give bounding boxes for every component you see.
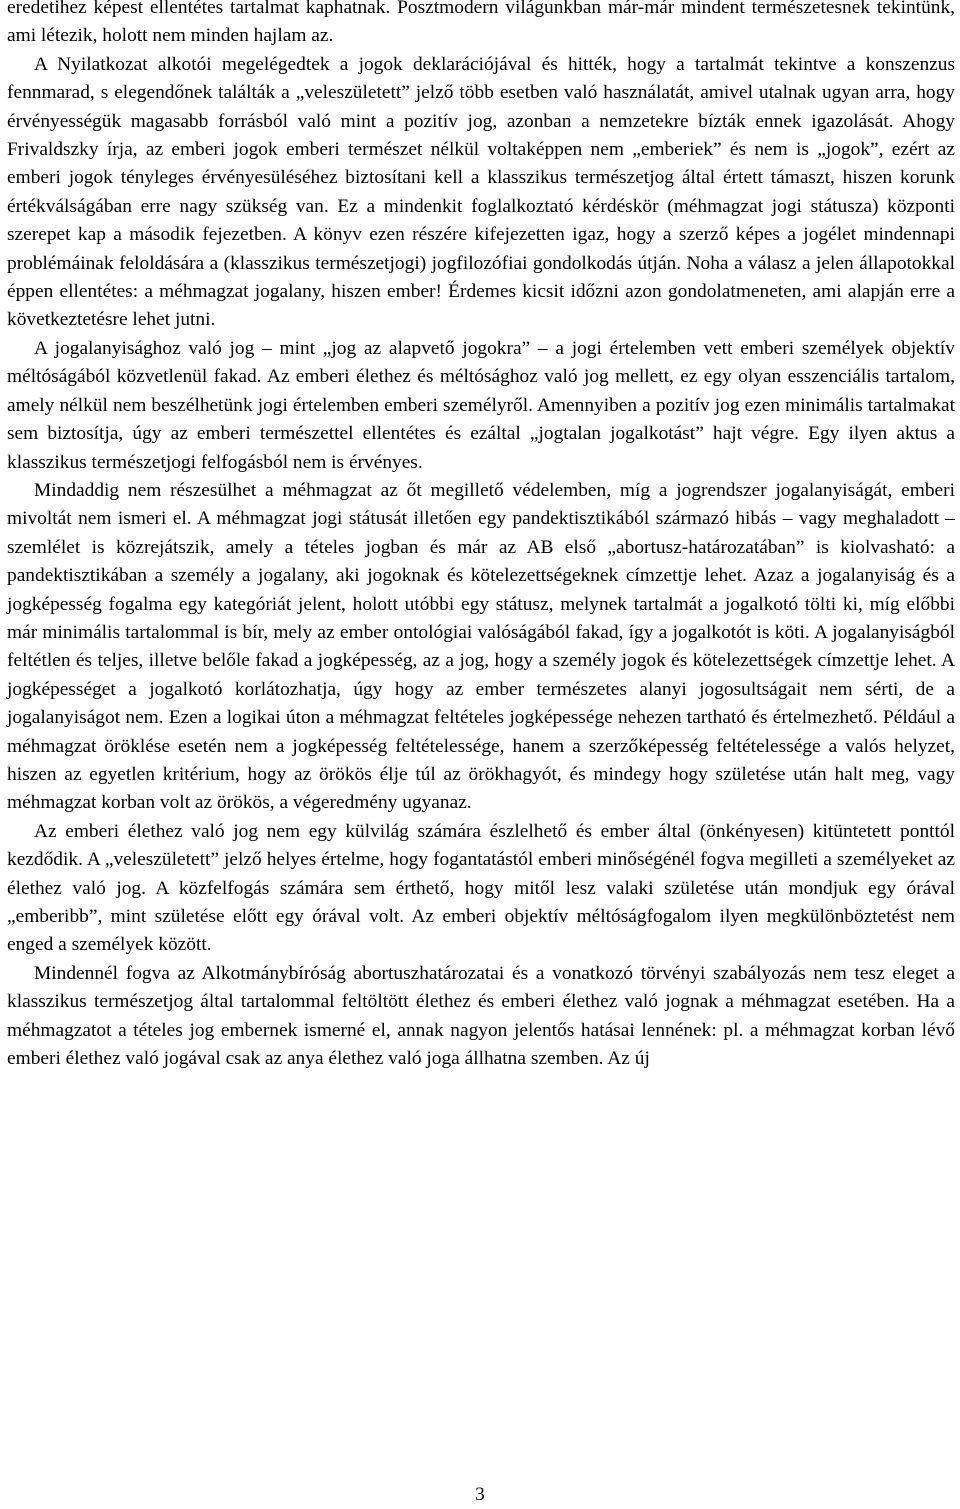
paragraph: Mindaddig nem részesülhet a méhmagzat az őt megillető védelemben, míg a jogrendszer jogalanyiságát, emberi mivoltát nem ismeri el. A méhmagzat jogi státusát illetően egy pandektisztikából származó hibás – vagy meghaladott – szemlélet is közrejátszik, amely a tételes jogban és már az AB első „abortusz-határozatában” is kiolvasható: a pandektisztikában a személy a jogalany, aki jogoknak és kötelezettségeknek címzettje lehet. Azaz a jogalanyiság és a jogképesség fogalma egy kategóriát jelent, holott utóbbi egy státusz, melynek tartalmát a jogalkotó tölti ki, míg előbbi már minimális tartalommal is bír, mely az ember ontológiai valóságából fakad, így a jogalkotót is köti. A jogalanyiságból feltétlen és teljes, illetve belőle fakad a jogképesség, az a jog, hogy a személy jogok és kötelezettségek címzettje lehet. A jogképességet a jogalkotó korlátozhatja, úgy hogy az ember természetes alanyi jogosultságait nem sérti, de a jogalanyiságot nem. Ezen a logikai úton a méhmagzat feltételes jogképessége nehezen tartható és értelmezhető. Például a méhmagzat öröklése esetén nem a jogképesség feltételessége, hanem a szerzőképesség feltételessége a valós helyzet, hiszen az egyetlen kritérium, hogy az örökös élje túl az örökhagyót, és mindegy hogy születése után halt meg, vagy méhmagzat korban volt az örökös, a végeredmény ugyanaz. [7, 479, 955, 814]
paragraph: A jogalanyisághoz való jog – mint „jog az alapvető jogokra” – a jogi értelemben vett emberi személyek objektív méltóságából közvetlenül fakad. Az emberi élethez és méltósághoz való jog mellett, ez egy olyan esszenciális tartalom, amely nélkül nem beszélhetünk jogi értelemben emberi személyről. Amennyiben a pozitív jog ezen minimális tartalmakat sem biztosítja, úgy az emberi természettel ellentétes és ezáltal „jogtalan jogalkotást” hajt végre. Egy ilyen aktus a klasszikus természetjogi felfogásból nem is érvényes. [7, 337, 955, 473]
paragraph: Mindennél fogva az Alkotmánybíróság abortuszhatározatai és a vonatkozó törvényi szabályozás nem tesz eleget a klasszikus természetjog által tartalommal feltöltött élethez és emberi élethez való jognak a méhmagzat esetében. Ha a méhmagzatot a tételes jog embernek ismerné el, annak nagyon jelentős hatásai lennének: pl. a méhmagzat korban lévő emberi élethez való jogával csak az anya élethez való joga állhatna szemben. Az új [7, 962, 955, 1070]
paragraph: Az emberi élethez való jog nem egy külvilág számára észlelhető és ember által (önkényesen) kitüntetett ponttól kezdődik. A „veleszületett” jelző helyes értelme, hogy fogantatástól emberi minőségénél fogva megilleti a személyeket az élethez való jog. A közfelfogás számára sem érthető, hogy mitől lesz valaki születése után mondjuk egy órával „emberibb”, mint születése előtt egy órával volt. Az emberi objektív méltóságfogalom ilyen megkülönböztetést nem enged a személyek között. [7, 820, 955, 956]
paragraph: eredetihez képest ellentétes tartalmat kaphatnak. Posztmodern világunkban már-már mindent természetesnek tekintünk, ami létezik, holott nem minden hajlam az. [7, 0, 955, 47]
page-number: 3 [475, 1484, 485, 1505]
body-text [7, 0, 955, 1073]
paragraph: A Nyilatkozat alkotói megelégedtek a jogok deklarációjával és hitték, hogy a tartalmát tekintve a konszenzus fennmarad, s elegendőnek találták a „veleszületett” jelző több esetben való használatát, amivel utalnak ugyan arra, hogy érvényességük magasabb forrásból való mint a pozitív jog, azonban a nemzetekre bízták ennek igazolását. Ahogy Frivaldszky írja, az emberi jogok emberi természet nélkül voltaképpen nem „emberiek” és nem is „jogok”, ezért az emberi jogok tényleges érvényesüléséhez biztosítani kell a klasszikus természetjog által értett támaszt, hiszen korunk értékválságában erre nagy szükség van. Ez a mindenkit foglalkoztató kérdéskör (méhmagzat jogi státusza) központi szerepet kap a második fejezetben. A könyv ezen részére kifejezetten igaz, hogy a szerző képes a jogélet mindennapi problémáinak feloldására a (klasszikus természetjogi) jogfilozófiai gondolkodás útján. Noha a válasz a jelen állapotokkal éppen ellentétes: a méhmagzat jogalany, hiszen ember! Érdemes kicsit időzni azon gondolatmeneten, ami alapján erre a következtetésre lehet jutni. [7, 53, 955, 331]
